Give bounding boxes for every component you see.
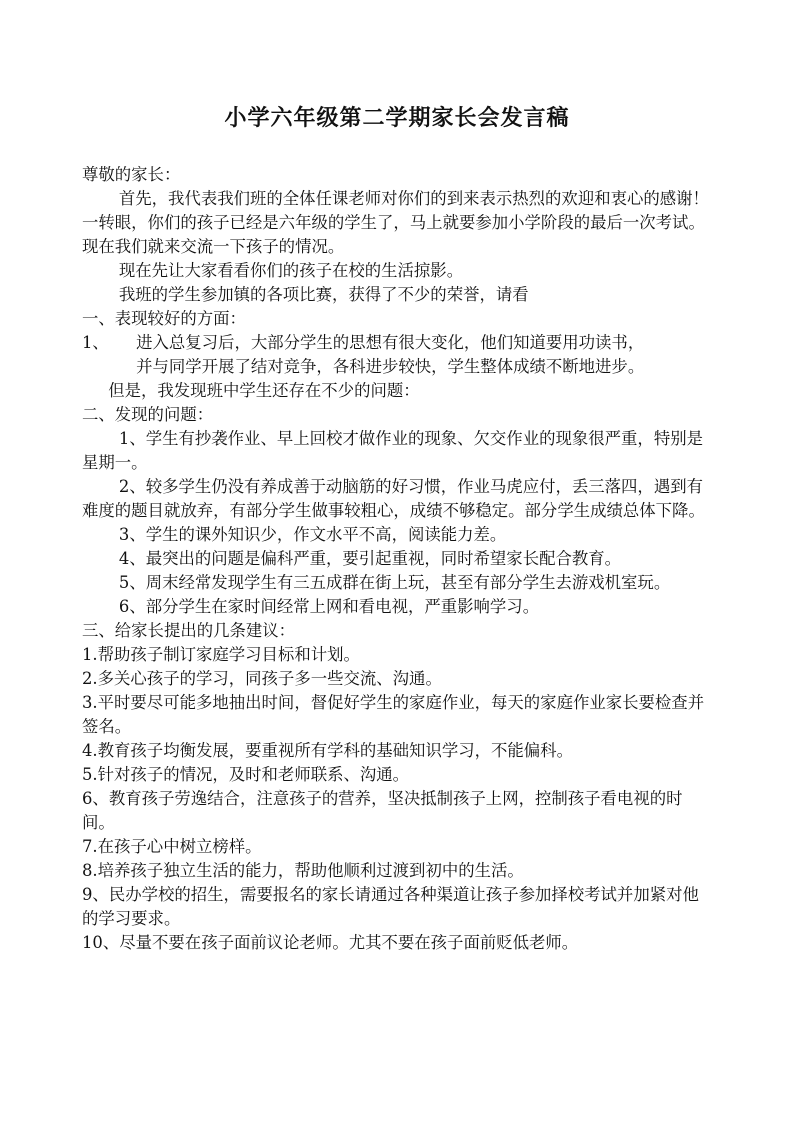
intro-paragraph-2: 现在先让大家看看你们的孩子在校的生活掠影。 <box>118 261 464 280</box>
section-3-item-3: 3.平时要尽可能多地抽出时间，督促好学生的家庭作业，每天的家庭作业家长要检查并签名。 <box>82 693 705 736</box>
section-2-item-6: 6、部分学生在家时间经常上网和看电视，严重影响学习。 <box>118 597 540 616</box>
section-3-item-6: 6、教育孩子劳逸结合，注意孩子的营养，坚决抵制孩子上网，控制孩子看电视的时间。 <box>82 789 683 832</box>
greeting: 尊敬的家长： <box>82 165 181 184</box>
section-2-item-1: 1、学生有抄袭作业、早上回校才做作业的现象、欠交作业的现象很严重，特别是星期一。 <box>82 429 703 472</box>
section-2-item-3: 3、学生的课外知识少，作文水平不高，阅读能力差。 <box>118 525 507 544</box>
section-3-item-10: 10、尽量不要在孩子面前议论老师。尤其不要在孩子面前贬低老师。 <box>82 933 579 952</box>
section-2-item-5: 5、周末经常发现学生有三五成群在街上玩，甚至有部分学生去游戏机室玩。 <box>118 573 671 592</box>
section-1-item-1-continued: 并与同学开展了结对竞争，各科进步较快，学生整体成绩不断地进步。 <box>136 357 645 376</box>
section-1-transition: 但是，我发现班中学生还存在不少的问题： <box>108 381 420 400</box>
section-3-item-9: 9、民办学校的招生，需要报名的家长请通过各种渠道让孩子参加择校考试并加紧对他的学习要求。 <box>82 885 699 928</box>
section-3-item-8: 8.培养孩子独立生活的能力，帮助他顺利过渡到初中的生活。 <box>82 861 524 880</box>
section-2-heading: 二、发现的问题： <box>82 405 214 424</box>
section-3-heading: 三、给家长提出的几条建议： <box>82 621 296 640</box>
document-body <box>82 163 714 955</box>
section-2-item-2: 2、较多学生仍没有养成善于动脑筋的好习惯，作业马虎应付，丢三落四，遇到有难度的题目就放弃，有部分学生做事较粗心，成绩不够稳定。部分学生成绩总体下降。 <box>82 477 705 520</box>
section-3-item-5: 5.针对孩子的情况，及时和老师联系、沟通。 <box>82 765 410 784</box>
section-1-item-1-line-1: 进入总复习后，大部分学生的思想有很大变化，他们知道要用功读书， <box>136 333 645 352</box>
section-3-item-2: 2.多关心孩子的学习，同孩子多一些交流、沟通。 <box>82 669 442 688</box>
section-3-item-4: 4.教育孩子均衡发展，要重视所有学科的基础知识学习，不能偏科。 <box>82 741 573 760</box>
intro-paragraph-3: 我班的学生参加镇的各项比赛，获得了不少的荣誉，请看 <box>118 285 529 304</box>
section-1-item-1-number: 1、 <box>82 333 109 352</box>
section-1-heading: 一、表现较好的方面： <box>82 309 246 328</box>
section-3-item-1: 1.帮助孩子制订家庭学习目标和计划。 <box>82 645 360 664</box>
section-3-item-7: 7.在孩子心中树立榜样。 <box>82 837 262 856</box>
document-title: 小学六年级第二学期家长会发言稿 <box>224 105 570 131</box>
section-1-item-1 <box>82 331 714 355</box>
intro-paragraph-1: 首先，我代表我们班的全体任课老师对你们的到来表示热烈的欢迎和衷心的感谢！一转眼，你们的孩子已经是六年级的学生了，马上就要参加小学阶段的最后一次考试。现在我们就来交流一下孩子的情况。 <box>82 189 709 256</box>
section-2-item-4: 4、最突出的问题是偏科严重，要引起重视，同时希望家长配合教育。 <box>118 549 622 568</box>
